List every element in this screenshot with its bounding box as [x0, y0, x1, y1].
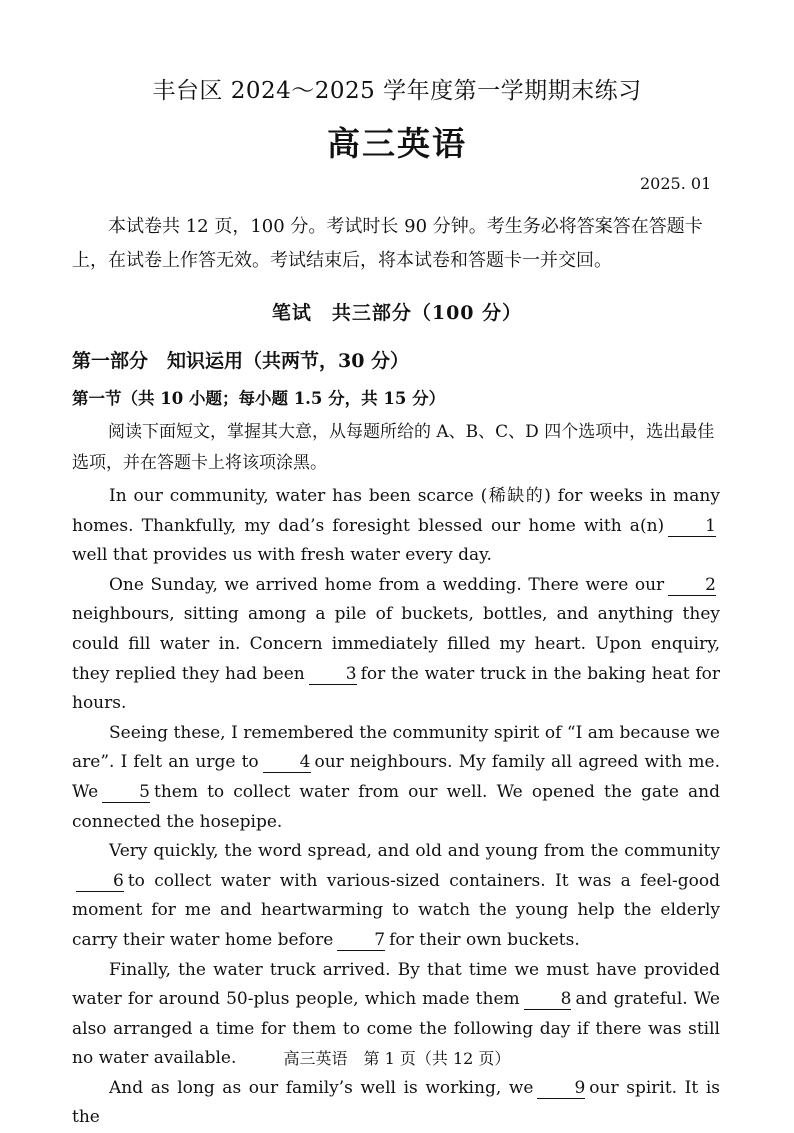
passage-text: to collect water with various-sized containers. It was a feel-good moment for me and heartwarming to watch the young help the elderly carry their water home before	[72, 870, 720, 950]
instruction-text: 阅读下面短文，掌握其大意，从每题所给的 A、B、C、D 四个选项中，选出最佳选项，并在答题卡上将该项涂黑。	[72, 422, 715, 473]
passage-paragraph-3	[72, 719, 720, 837]
passage-text: And as long as our family’s well is working, we	[109, 1077, 534, 1098]
blank-8: 8	[524, 989, 572, 1010]
passage-text: our spirit. It is the	[72, 1077, 720, 1128]
passage-text: neighbours, sitting among a pile of buckets, bottles, and anything they could fill water in. Concern immediately filled my heart. Upon enquiry, they replied they had been	[72, 604, 720, 684]
passage-paragraph-6	[72, 1074, 720, 1133]
blank-9: 9	[537, 1078, 585, 1099]
passage-text: our neighbours. My family all agreed with me. We	[72, 752, 720, 802]
passage-text: well that provides us with fresh water every day.	[72, 545, 492, 566]
passage-text: In our community, water has been scarce (稀缺的) for weeks in many homes. Thankfully, my dad’s foresight blessed our home with a(n)	[72, 486, 720, 536]
passage-text: for the water truck in the baking heat for hours.	[72, 663, 720, 714]
blank-4: 4	[263, 752, 311, 773]
exam-title: 丰台区 2024～2025 学年度第一学期期末练习	[152, 78, 642, 104]
blank-3: 3	[309, 664, 357, 685]
blank-2: 2	[668, 575, 716, 596]
passage-text: and grateful. We also arranged a time for them to come the following day if there was still no water available.	[72, 989, 720, 1069]
blank-7: 7	[337, 930, 385, 951]
cloze-passage	[72, 482, 720, 1133]
passage-text: Very quickly, the word spread, and old and young from the community	[109, 841, 720, 862]
exam-date: 2025. 01	[640, 174, 712, 193]
blank-5: 5	[102, 782, 150, 803]
blank-1: 1	[668, 516, 716, 537]
passage-text: for their own buckets.	[389, 929, 580, 950]
page-footer: 高三英语 第 1 页（共 12 页）	[283, 1049, 511, 1068]
passage-text: Seeing these, I remembered the community spirit of “I am because we are”. I felt an urge to	[72, 722, 720, 773]
passage-text: One Sunday, we arrived home from a wedding. There were our	[109, 574, 665, 595]
exam-intro: 本试卷共 12 页，100 分。考试时长 90 分钟。考生务必将答案答在答题卡上，在试卷上作答无效。考试结束后，将本试卷和答题卡一并交回。	[72, 216, 703, 271]
blank-6: 6	[76, 871, 124, 892]
passage-paragraph-4	[72, 837, 720, 955]
passage-paragraph-2	[72, 571, 720, 719]
subpart-title: 第一节（共 10 小题；每小题 1.5 分，共 15 分）	[72, 389, 446, 408]
subject-title: 高三英语	[327, 124, 467, 163]
passage-text: Finally, the water truck arrived. By that time we must have provided water for around 50-plus people, which made them	[72, 959, 720, 1010]
passage-paragraph-1	[72, 482, 720, 571]
part-title: 第一部分 知识运用（共两节，30 分）	[72, 350, 410, 372]
passage-text: them to collect water from our well. We opened the gate and connected the hosepipe.	[72, 781, 720, 832]
section-title: 笔试 共三部分（100 分）	[271, 302, 523, 324]
